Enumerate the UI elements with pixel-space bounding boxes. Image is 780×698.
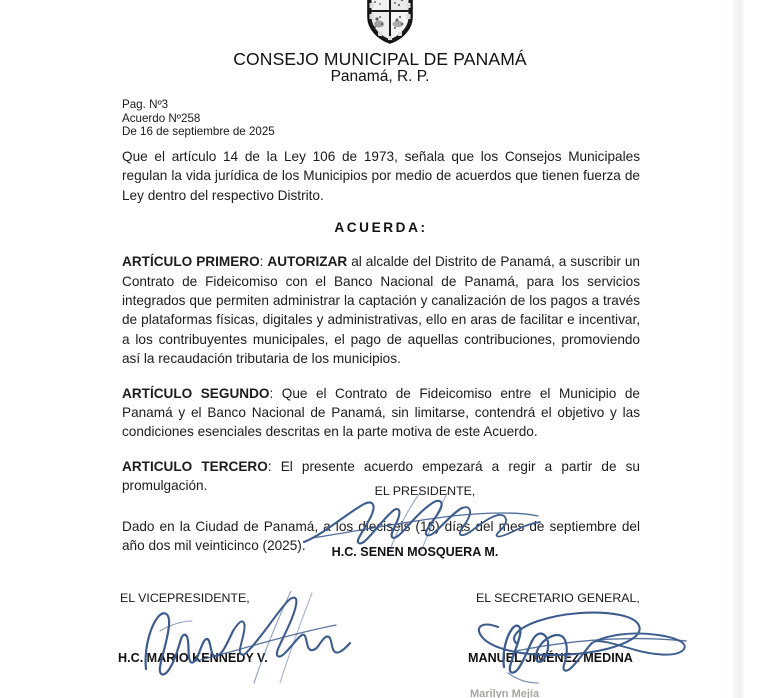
signature-role-vicepresident: EL VICEPRESIDENTE, <box>120 591 250 605</box>
signature-role-president: EL PRESIDENTE, <box>374 484 476 498</box>
signature-name-president: H.C. SENEN MOSQUERA M. <box>331 545 499 559</box>
meta-date: De 16 de septiembre de 2025 <box>122 125 275 139</box>
article-segundo-label: ARTÍCULO SEGUNDO <box>122 385 270 401</box>
article-segundo <box>122 384 640 442</box>
coat-of-arms-icon <box>364 0 416 46</box>
handwritten-signature-vicepresident <box>136 591 356 686</box>
article-primero <box>122 252 640 368</box>
document-meta <box>122 98 275 139</box>
recital-paragraph: Que el artículo 14 de la Ley 106 de 1973, señala que los Consejos Municipales regulan la vida jurídica de los Municipios por medio de acuerdos que tienen fuerza de Ley dentro del respectivo Distrito. <box>122 149 640 203</box>
footer-cut-text: Marilyn Mejía <box>470 688 540 698</box>
handwritten-signature-secretary <box>456 593 716 685</box>
signature-block-vicepresident <box>118 591 348 665</box>
article-segundo-text: Que el Contrato de Fideicomiso entre el Municipio de Panamá y el Banco Nacional de Panamá, sin limitarse, contendrá el objetivo y las condiciones esenciales descritas en la parte motiva de este Acuerdo. <box>122 385 640 440</box>
meta-agreement-number: Acuerdo Nº258 <box>122 111 201 125</box>
article-primero-label: ARTÍCULO PRIMERO <box>122 254 260 270</box>
resolve-heading: ACUERDA: <box>334 220 428 236</box>
article-tercero-text: El presente acuerdo empezará a regir a partir de su promulgación. <box>122 458 640 494</box>
article-tercero-separator: : <box>267 458 281 474</box>
closing-paragraph: Dado en la Ciudad de Panamá, a los dieciséis (16) días del mes de septiembre del año dos mil veinticinco (2025). <box>122 518 640 554</box>
meta-page: Pag. Nº3 <box>122 98 169 111</box>
scan-outer-margin <box>744 0 780 698</box>
signature-name-secretary: MANUEL JIMÉNEZ MEDINA <box>468 651 633 665</box>
signature-block-president <box>290 484 540 559</box>
article-tercero-label: ARTICULO TERCERO <box>122 458 268 474</box>
signature-role-secretary: EL SECRETARIO GENERAL, <box>476 591 640 605</box>
signature-name-vicepresident: H.C. MARIO KENNEDY V. <box>118 651 268 665</box>
organization-city: Panamá, R. P. <box>330 68 430 85</box>
organization-name: CONSEJO MUNICIPAL DE PANAMÁ <box>233 49 527 69</box>
article-primero-emphasis: AUTORIZAR <box>267 254 348 270</box>
article-primero-text: al alcalde del Distrito de Panamá, a suscribir un Contrato de Fideicomiso con el Banco Nacional de Panamá, para los servicios integrados que permiten administrar la captación y canalización de los pagos a través de plataformas físicas, digitales y administrativas, ello en aras de facilitar e incentivar, a los contribuyentes municipales, el pago de aquellas contribuciones, promoviendo así la recaudación tributaria de los municipios. <box>122 254 640 367</box>
article-primero-separator: : <box>259 254 268 270</box>
scan-edge-strip <box>730 0 745 698</box>
signature-block-secretary <box>468 591 718 665</box>
article-segundo-separator: : <box>269 385 282 401</box>
